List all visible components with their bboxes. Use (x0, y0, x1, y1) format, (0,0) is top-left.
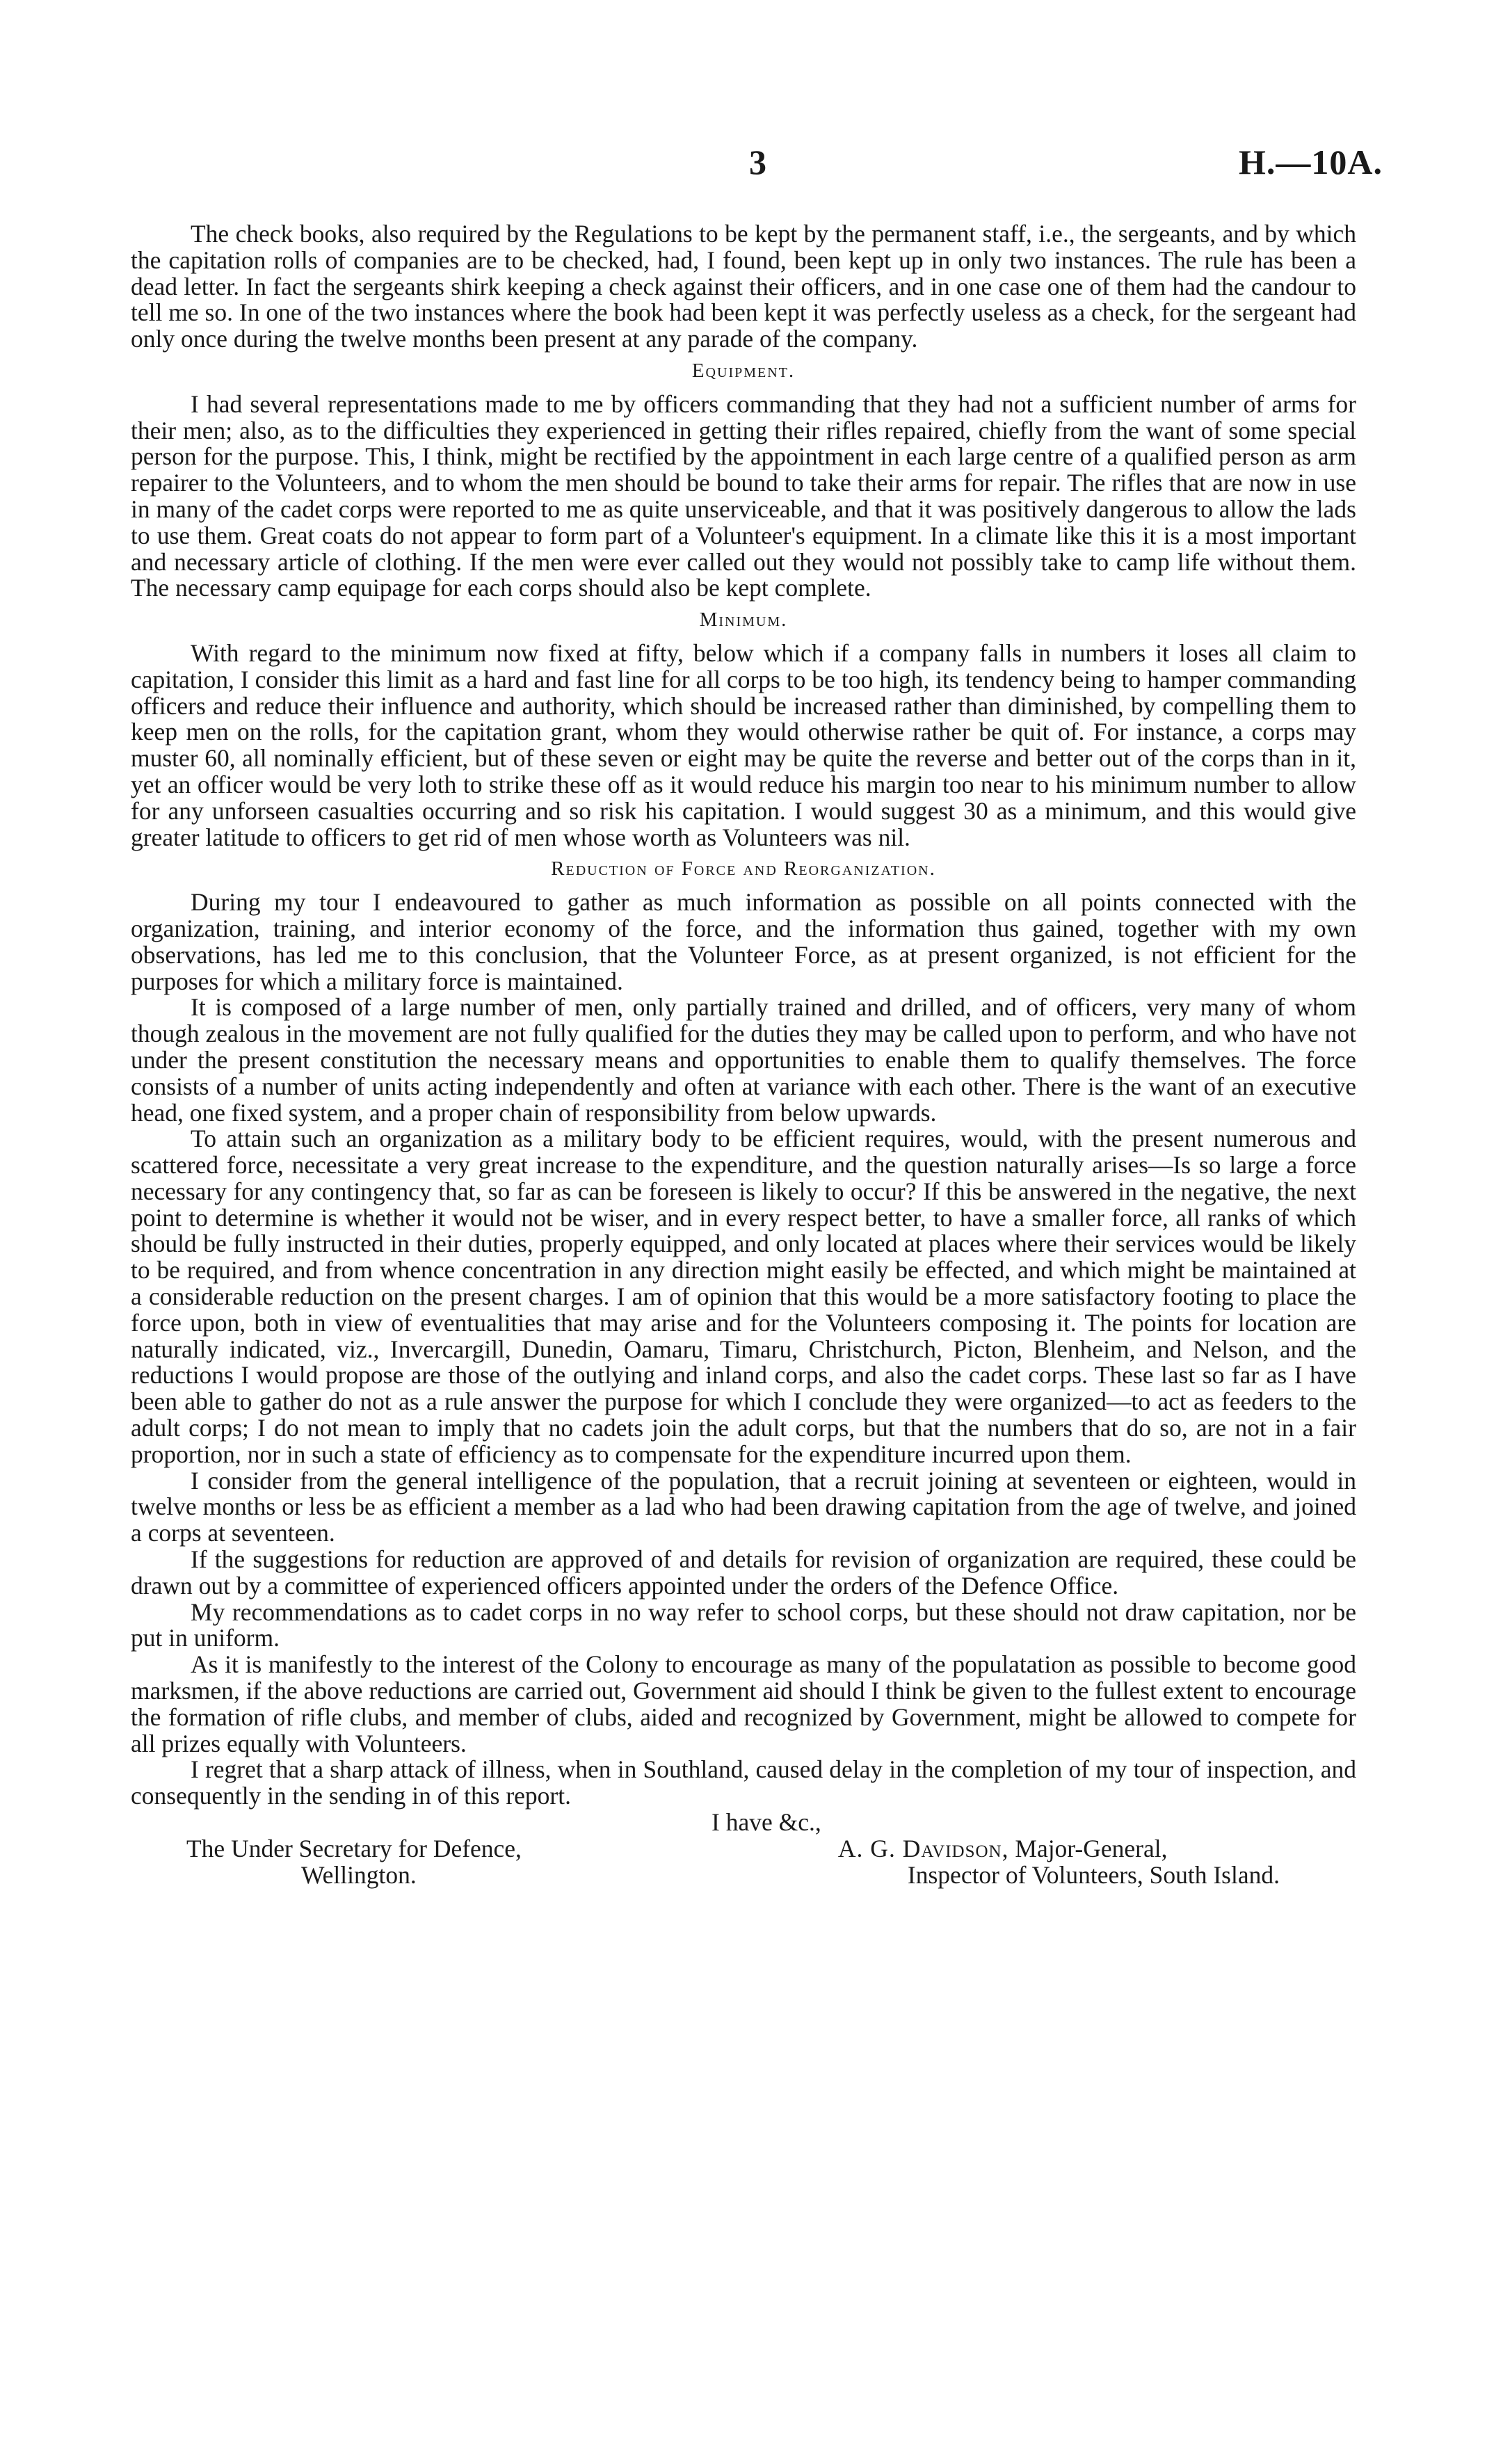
section-heading-minimum: Minimum. (699, 609, 788, 631)
reduction-paragraph: As it is manifestly to the interest of the Colony to encourage as many of the populatation as possible to become good marksmen, if the above reductions are carried out, Government aid should I think be given to the fullest extent to encourage the formation of rifle clubs, and member of clubs, aided and recognized by Government, might be allowed to compete for all prizes equally with Volunteers. (131, 1650, 1356, 1757)
closing-block (131, 1810, 1356, 1888)
minimum-paragraph: With regard to the minimum now fixed at fifty, below which if a company falls in numbers it loses all claim to capitation, I consider this limit as a hard and fast line for all corps to be too high, its tendency being to hamper commanding officers and reduce their influence and authority, which should be increased rather than diminished, by compelling them to keep men on the rolls, for the capitation grant, whom they would otherwise rather be quit of. For instance, a corps may muster 60, all nominally efficient, but of these seven or eight may be quite the reverse and better out of the corps than in it, yet an officer would be very loth to strike these off as it would reduce his margin too near to his minimum number to allow for any unforseen casualties occurring and so risk his capitation. I would suggest 30 as a minimum, and this would give greater latitude to officers to get rid of men whose worth as Volunteers was nil. (131, 638, 1356, 851)
recipient-title: The Under Secretary for Defence, (186, 1834, 522, 1862)
page-number: 3 (749, 143, 766, 182)
recipient-block (131, 1836, 522, 1889)
reduction-paragraph: It is composed of a large number of men, only partially trained and drilled, and of officers, very many of whom though zealous in the movement are not fully qualified for the duties they may be called upon to perform, and who have not under the present constitution the necessary means and opportunities to enable them to qualify themselves. The force consists of a number of units acting independently and often at variance with each other. There is the want of an executive head, one fixed system, and a proper chain of responsibility from below upwards. (131, 993, 1356, 1127)
section-heading-equipment: Equipment. (691, 359, 796, 382)
closing-salutation: I have &c., (712, 1808, 821, 1837)
recipient-location: Wellington. (301, 1860, 417, 1889)
reduction-paragraph: I consider from the general intelligence of the population, that a recruit joining at seventeen or eighteen, would in twelve months or less be as efficient a member as a lad who had been drawing capitation from the age of twelve, and joined a corps at seventeen. (131, 1466, 1356, 1547)
reduction-paragraph: I regret that a sharp attack of illness, when in Southland, caused delay in the completion of my tour of inspection, and consequently in the sending in of this report. (131, 1755, 1356, 1810)
equipment-paragraph: I had several representations made to me by officers commanding that they had not a sufficient number of arms for their men; also, as to the difficulties they experienced in getting their rifles repaired, chiefly from the want of some special person for the purpose. This, I think, might be rectified by the appointment in each large centre of a qualified person as arm repairer to the Volunteers, and to whom the men should be bound to take their arms for repair. The rifles that are now in use in many of the cadet corps were reported to me as quite unserviceable, and that it was positively dangerous to allow the lads to use them. Great coats do not appear to form part of a Volunteer's equipment. In a climate like this it is a most important and necessary article of clothing. If the men were ever called out they would not possibly take to camp life without them. The necessary camp equipage for each corps should also be kept complete. (131, 389, 1356, 602)
signer-rank: Major-General, (1015, 1834, 1168, 1862)
reduction-paragraph: To attain such an organization as a military body to be efficient requires, would, with the present numerous and scattered force, necessitate a very great increase to the expenditure, and the question naturally arises—Is so large a force necessary for any contingency that, so far as can be foreseen is likely to occur? If this be answered in the negative, the next point to determine is whether it would not be wiser, and in every respect better, to have a smaller force, all ranks of which should be fully instructed in their duties, properly equipped, and only located at places where their services would be likely to be required, and from whence concentration in any direction might easily be effected, and which might be maintained at a considerable reduction on the present charges. I am of opinion that this would be a more satisfactory footing to place the force upon, both in view of eventualities that may arise and for the Volunteers composing it. The points for location are naturally indicated, viz., Invercargill, Dunedin, Oamaru, Timaru, Christchurch, Picton, Blenheim, and Nelson, and the reductions I would propose are those of the outlying and inland corps, and also the cadet corps. These last so far as I have been able to gather do not as a rule answer the purpose for which I conclude they were organized—to act as feeders to the adult corps; I do not mean to imply that no cadets join the adult corps, but that the numbers that do so, are not in a fair proportion, nor in such a state of efficiency as to compensate for the expenditure incurred upon them. (131, 1125, 1356, 1468)
reduction-paragraph: My recommendations as to cadet corps in no way refer to school corps, but these should not draw capitation, nor be put in uniform. (131, 1597, 1356, 1652)
intro-paragraph: The check books, also required by the Regulations to be kept by the permanent staff, i.e., the sergeants, and by which the capitation rolls of companies are to be checked, had, I found, been kept up in only two instances. The rule has been a dead letter. In fact the sergeants shirk keeping a check against their officers, and in one case one of them had the candour to tell me so. In one of the two instances where the book had been kept it was perfectly useless as a check, for the sergeant had only once during the twelve months been present at any parade of the company. (131, 220, 1356, 353)
document-reference: H.—10A. (1239, 143, 1383, 182)
report-body (131, 221, 1356, 1888)
signer-title: Inspector of Volunteers, South Island. (907, 1860, 1280, 1889)
signature-row (131, 1836, 1356, 1889)
signer-name: A. G. Davidson, (837, 1834, 1009, 1862)
reduction-paragraph: During my tour I endeavoured to gather as much information as possible on all points connected with the organization, training, and interior economy of the force, and the information thus gained, together with my own observations, has led me to this conclusion, that the Volunteer Force, as at present organized, is not efficient for the purposes for which a military force is maintained. (131, 888, 1356, 995)
section-heading-reduction: Reduction of Force and Reorganization. (551, 857, 936, 880)
signer-block (838, 1836, 1356, 1889)
reduction-paragraph: If the suggestions for reduction are approved of and details for revision of organization are required, these could be drawn out by a committee of experienced officers appointed under the orders of the Defence Office. (131, 1545, 1356, 1600)
